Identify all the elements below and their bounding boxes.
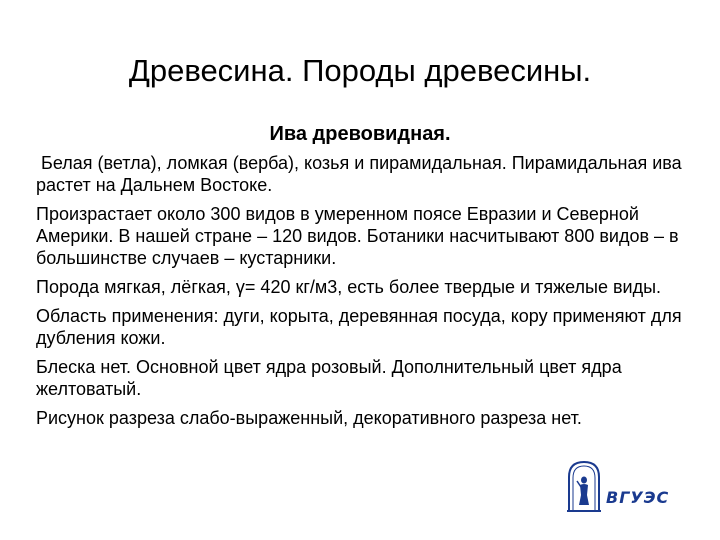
university-emblem-icon (566, 459, 602, 513)
paragraph-species: Белая (ветла), ломкая (верба), козья и пирамидальная. Пирамидальная ива растет на Дальнем Востоке. (36, 153, 687, 195)
paragraph-color: Блеска нет. Основной цвет ядра розовый. Дополнительный цвет ядра желтоватый. (36, 357, 622, 399)
logo-text: ВГУЭС (606, 488, 670, 507)
paragraph-pattern: Рисунок разреза слабо-выраженный, декоративного разреза нет. (36, 408, 582, 428)
paragraph-distribution: Произрастает около 300 видов в умеренном поясе Евразии и Северной Америки. В нашей стране – 120 видов. Ботаники насчитывают 800 видов – в большинстве случаев – кустарники. (36, 204, 679, 268)
paragraph-properties: Порода мягкая, лёгкая, γ= 420 кг/м3, есть более твердые и тяжелые виды. (36, 277, 662, 297)
slide-content (36, 152, 690, 436)
university-logo (566, 459, 706, 513)
paragraph-applications: Область применения: дуги, корыта, деревянная посуда, кору применяют для дубления кожи. (36, 306, 682, 348)
slide-title: Древесина. Породы древесины. (128, 53, 592, 88)
slide-subtitle: Ива древовидная. (269, 123, 451, 145)
